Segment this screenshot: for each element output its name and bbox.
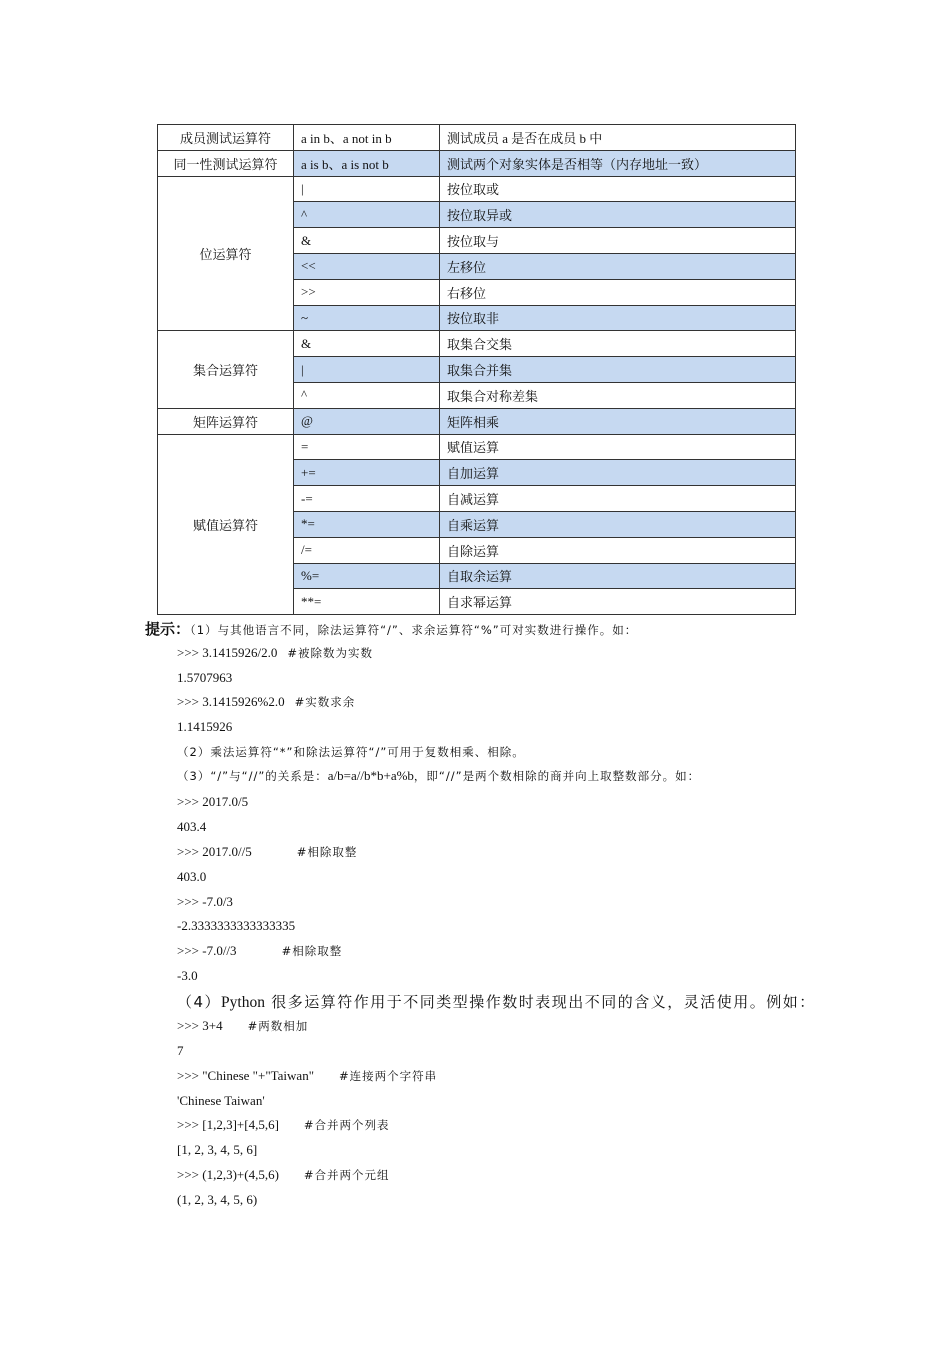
code-text: >>> 3.1415926%2.0 xyxy=(177,694,285,709)
note-3 xyxy=(177,768,700,784)
operator-cell: %= xyxy=(294,563,440,589)
output-line: 403.0 xyxy=(177,869,207,884)
code-text: >>> (1,2,3)+(4,5,6) xyxy=(177,1167,279,1182)
code-text: >>> [1,2,3]+[4,5,6] xyxy=(177,1117,279,1132)
operator-cell: >> xyxy=(294,279,440,305)
output-line: -2.3333333333333335 xyxy=(177,918,296,933)
code-line xyxy=(177,1068,437,1084)
description-cell: 按位取与 xyxy=(440,228,796,254)
code-line: >>> 2017.0/5 xyxy=(177,794,249,809)
description-cell: 自取余运算 xyxy=(440,563,796,589)
operator-cell: -= xyxy=(294,486,440,512)
operator-cell: & xyxy=(294,331,440,357)
operator-cell: | xyxy=(294,176,440,202)
note-2: （2）乘法运算符“*”和除法运算符“/”可用于复数相乘、相除。 xyxy=(177,745,525,759)
table-row xyxy=(158,408,796,434)
code-comment: #实数求余 xyxy=(294,695,356,709)
hint-label: 提示： xyxy=(145,620,191,638)
code-comment: #连接两个字符串 xyxy=(339,1069,438,1083)
description-cell: 自乘运算 xyxy=(440,511,796,537)
note-3-c: ，即“//”是两个数相除的商并向上取整数部分。如： xyxy=(413,769,701,783)
category-cell: 成员测试运算符 xyxy=(158,125,294,151)
table-row xyxy=(158,434,796,460)
code-comment: #合并两个列表 xyxy=(303,1118,390,1132)
code-line xyxy=(177,645,373,661)
category-cell: 集合运算符 xyxy=(158,331,294,408)
description-cell: 矩阵相乘 xyxy=(440,408,796,434)
code-comment: #被除数为实数 xyxy=(287,646,373,660)
code-text: >>> "Chinese "+"Taiwan" xyxy=(177,1068,315,1083)
hint-text: （1）与其他语言不同，除法运算符“/”、求余运算符“%”可对实数进行操作。如： xyxy=(190,623,638,637)
category-cell: 矩阵运算符 xyxy=(158,408,294,434)
operator-cell: **= xyxy=(294,589,440,615)
output-line: 7 xyxy=(177,1043,184,1058)
description-cell: 按位取非 xyxy=(440,305,796,331)
hint-line xyxy=(145,618,637,639)
code-line xyxy=(177,943,342,959)
output-line: -3.0 xyxy=(177,968,198,983)
code-line xyxy=(177,1018,308,1034)
output-line: (1, 2, 3, 4, 5, 6) xyxy=(177,1192,258,1207)
description-cell: 取集合交集 xyxy=(440,331,796,357)
description-cell: 取集合并集 xyxy=(440,357,796,383)
description-cell: 赋值运算 xyxy=(440,434,796,460)
category-cell: 赋值运算符 xyxy=(158,434,294,615)
operator-cell: & xyxy=(294,228,440,254)
description-cell: 自求幂运算 xyxy=(440,589,796,615)
note-4-python: Python xyxy=(221,994,265,1011)
description-cell: 自加运算 xyxy=(440,460,796,486)
description-cell: 测试成员 a 是否在成员 b 中 xyxy=(440,125,796,151)
operator-cell: = xyxy=(294,434,440,460)
code-comment: #两数相加 xyxy=(247,1019,309,1033)
table-row xyxy=(158,176,796,202)
description-cell: 自减运算 xyxy=(440,486,796,512)
operator-cell: | xyxy=(294,357,440,383)
operator-cell: @ xyxy=(294,408,440,434)
code-comment: #相除取整 xyxy=(281,944,343,958)
table-row xyxy=(158,331,796,357)
description-cell: 按位取异或 xyxy=(440,202,796,228)
code-line xyxy=(177,694,355,710)
description-cell: 取集合对称差集 xyxy=(440,382,796,408)
note-4-c: 很多运算符作用于不同类型操作数时表现出不同的含义，灵活使用。例如： xyxy=(264,993,816,1011)
operator-cell: /= xyxy=(294,537,440,563)
code-text: >>> -7.0//3 xyxy=(177,943,237,958)
code-text: >>> 2017.0//5 xyxy=(177,844,252,859)
note-3-a: （3）“/”与“//”的关系是： xyxy=(177,769,328,783)
code-line: >>> -7.0/3 xyxy=(177,894,233,909)
note-3-formula: a/b=a//b*b+a%b xyxy=(327,768,414,783)
operator-cell: ~ xyxy=(294,305,440,331)
operator-cell: ^ xyxy=(294,202,440,228)
operator-cell: ^ xyxy=(294,382,440,408)
output-line: [1, 2, 3, 4, 5, 6] xyxy=(177,1142,258,1157)
output-line: 'Chinese Taiwan' xyxy=(177,1093,265,1108)
operator-cell: += xyxy=(294,460,440,486)
code-text: >>> 3.1415926/2.0 xyxy=(177,645,278,660)
operator-cell: a is b、a is not b xyxy=(294,150,440,176)
code-line xyxy=(177,1167,390,1183)
operators-table xyxy=(157,124,796,615)
operator-cell: << xyxy=(294,253,440,279)
description-cell: 右移位 xyxy=(440,279,796,305)
code-comment: #合并两个元组 xyxy=(303,1168,390,1182)
note-4-a: （4） xyxy=(177,993,222,1011)
description-cell: 左移位 xyxy=(440,253,796,279)
output-line: 1.5707963 xyxy=(177,670,233,685)
description-cell: 按位取或 xyxy=(440,176,796,202)
description-cell: 测试两个对象实体是否相等（内存地址一致） xyxy=(440,150,796,176)
code-text: >>> 3+4 xyxy=(177,1018,223,1033)
note-4 xyxy=(177,991,816,1012)
operator-cell: *= xyxy=(294,511,440,537)
category-cell: 位运算符 xyxy=(158,176,294,331)
operator-cell: a in b、a not in b xyxy=(294,125,440,151)
code-line xyxy=(177,844,357,860)
description-cell: 自除运算 xyxy=(440,537,796,563)
code-comment: #相除取整 xyxy=(296,845,358,859)
table-row xyxy=(158,125,796,151)
output-line: 403.4 xyxy=(177,819,207,834)
code-line xyxy=(177,1117,390,1133)
category-cell: 同一性测试运算符 xyxy=(158,150,294,176)
output-line: 1.1415926 xyxy=(177,719,233,734)
table-row xyxy=(158,150,796,176)
